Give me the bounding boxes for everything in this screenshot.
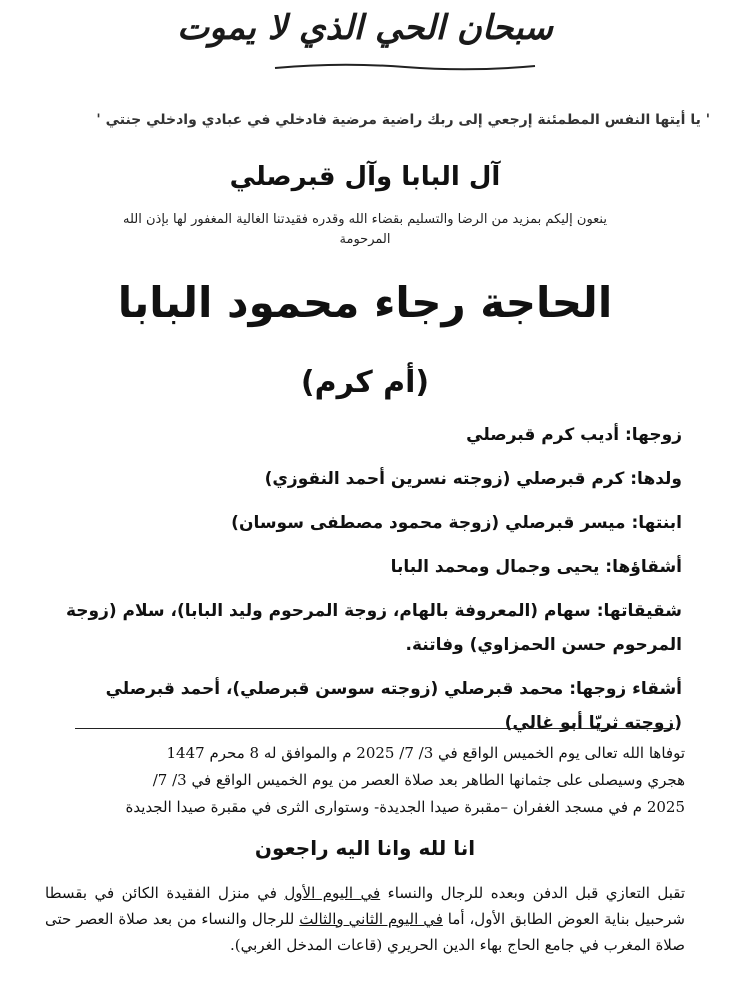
condolences-part-2: في منزل الفقيدة الكائن في بقسطا شرحبيل بناية العوض الطابق الأول، أما	[45, 884, 685, 928]
husband-line: زوجها: أديب كرم قبرصلي	[466, 425, 682, 445]
condolences-part-3: للرجال والنساء من بعد صلاة العصر حتى صلاة المغرب في جامع الحاج بهاء الدين الحريري (قاعات المدخل الغربي).	[45, 910, 685, 954]
condolences-paragraph	[45, 880, 685, 958]
intro-line-2: المرحومة	[339, 232, 391, 247]
son-line: ولدها: كرم قبرصلي (زوجته نسرين أحمد النقوزي)	[264, 469, 682, 489]
quran-verse: ' يا أيتها النفس المطمئنة إرجعي إلى ربك راضية مرضية فادخلي في عبادي وادخلي جنتي '	[96, 112, 710, 128]
day-one-underlined: في اليوم الأول	[284, 884, 381, 902]
intro-line-1: ينعون إليكم بمزيد من الرضا والتسليم بقضاء الله وقدره فقيدتنا الغالية المغفور لها بإذن الله	[123, 212, 607, 227]
brothers-line: أشقاؤها: يحيى وجمال ومحمد البابا	[390, 557, 682, 577]
sisters-line-2: المرحوم حسن الحمزاوي) وفاتنة.	[405, 635, 682, 655]
husband-brothers-line-2: (زوجته ثريّا أبو غالي)	[504, 713, 682, 733]
funeral-details	[45, 740, 685, 821]
details-line-3: 2025 م في مسجد الغفران –مقبرة صيدا الجديدة- وستوارى الثرى في مقبرة صيدا الجديدة	[125, 798, 685, 816]
condolences-part-1: تقبل التعازي قبل الدفن وبعده للرجال والنساء	[380, 884, 685, 902]
section-divider	[75, 728, 675, 729]
calligraphy-header: سبحان الحي الذي لا يموت	[177, 8, 553, 48]
daughter-line: ابنتها: ميسر قبرصلي (زوجة محمود مصطفى سوسان)	[231, 513, 682, 533]
details-line-2: هجري وسيصلى على جثمانها الطاهر بعد صلاة العصر من يوم الخميس الواقع في 3/ 7/	[152, 771, 685, 789]
relatives-list	[52, 418, 682, 740]
days-two-three-underlined: في اليوم الثاني والثالث	[299, 910, 443, 928]
closing-phrase: انا لله وانا اليه راجعون	[254, 836, 476, 860]
deceased-nickname: (أم كرم)	[300, 365, 430, 400]
calligraphy-swash	[270, 62, 540, 72]
deceased-name: الحاجة رجاء محمود البابا	[117, 278, 613, 327]
sisters-line-1: شقيقاتها: سهام (المعروفة بالهام، زوجة المرحوم وليد البابا)، سلام (زوجة	[65, 601, 682, 621]
husband-brothers-line-1: أشقاء زوجها: محمد قبرصلي (زوجته سوسن قبرصلي)، أحمد قبرصلي	[105, 679, 682, 699]
intro-text	[25, 210, 705, 250]
family-line: آل البابا وآل قبرصلي	[229, 162, 501, 192]
details-line-1: توفاها الله تعالى يوم الخميس الواقع في 3/ 7/ 2025 م والموافق له 8 محرم 1447	[166, 744, 685, 762]
